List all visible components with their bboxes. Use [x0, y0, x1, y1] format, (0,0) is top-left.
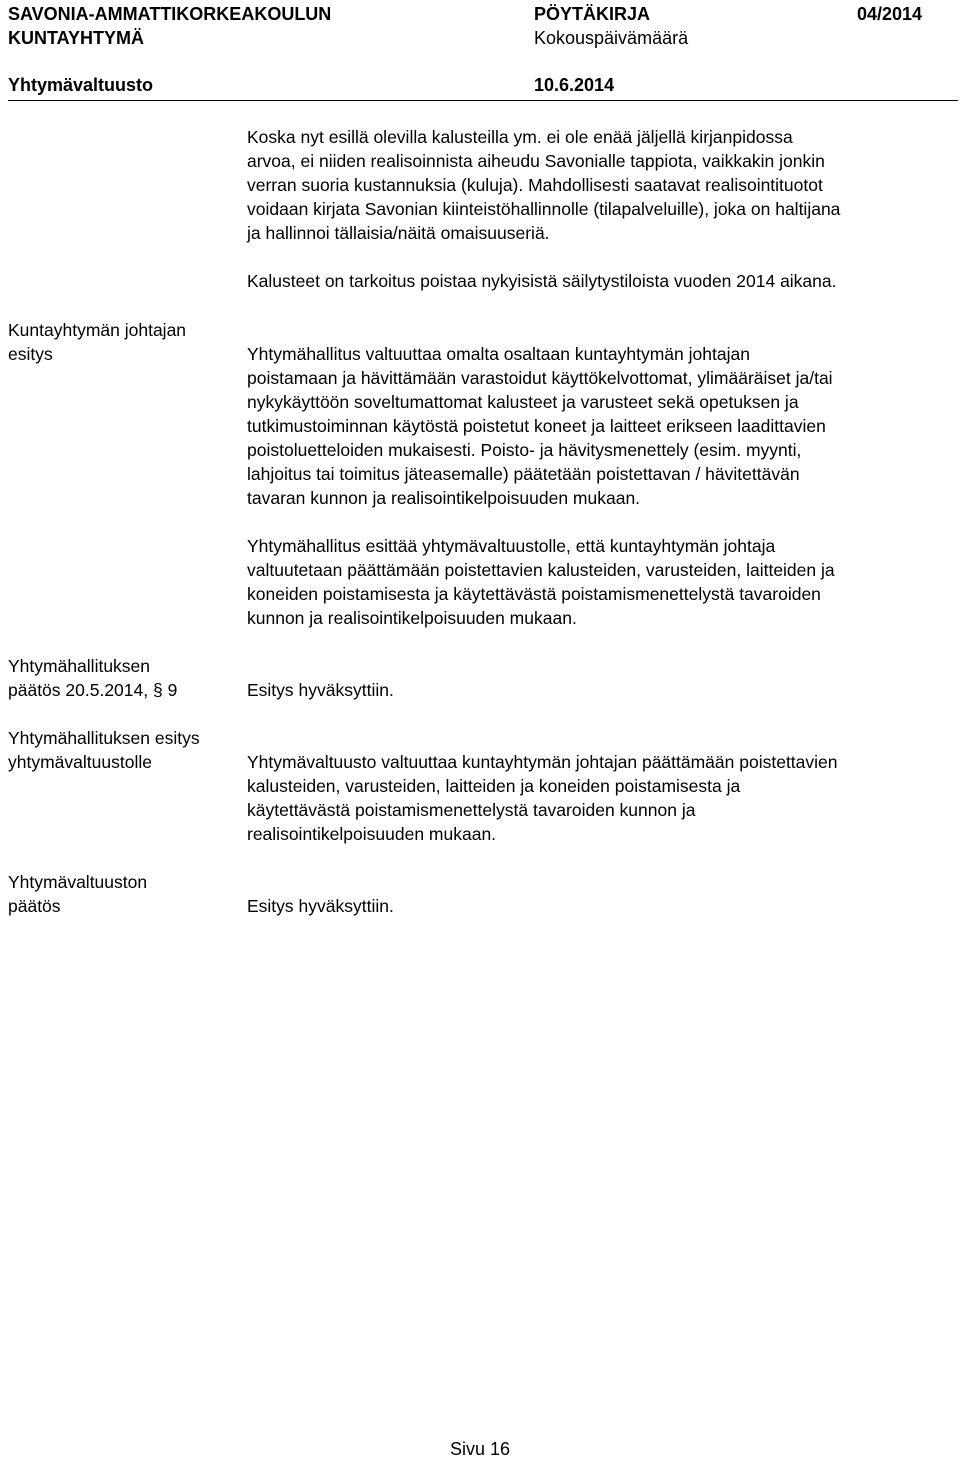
council-decision-text: Esitys hyväksyttiin.: [247, 896, 394, 916]
board-proposal-line: koneiden poistamisesta ja käytettävästä poistamismenettelystä tavaroiden: [247, 584, 821, 604]
board-proposal-line: kunnon ja realisointikelpoisuuden mukaan.: [247, 608, 577, 628]
header-divider: [8, 100, 958, 101]
proposal-line: Yhtymähallitus valtuuttaa omalta osaltaan kuntayhtymän johtajan: [247, 344, 750, 364]
intro-line: verran suoria kustannuksia (kuluja). Mahdollisesti saatavat realisointituotot: [247, 175, 823, 195]
intro-line: Koska nyt esillä olevilla kalusteilla ym. ei ole enää jäljellä kirjanpidossa: [247, 127, 793, 147]
proposal-line: tutkimustoiminnan käytöstä poistetut koneet ja laitteet erikseen laadittavien: [247, 416, 826, 436]
board-decision-label-line: päätös 20.5.2014, § 9: [8, 680, 178, 700]
governing-body: Yhtymävaltuusto: [8, 75, 154, 95]
meeting-date-label: Kokouspäivämäärä: [534, 28, 689, 48]
council-proposal-line: kalusteiden, varusteiden, laitteiden ja koneiden poistamisesta ja: [247, 776, 741, 796]
intro-line: ja hallinnoi tällaisia/näitä omaisuuseriä.: [247, 223, 550, 243]
intro-line: arvoa, ei niiden realisoinnista aiheudu Savonialle tappiota, vaikkakin jonkin: [247, 151, 825, 171]
meeting-date: 10.6.2014: [534, 75, 615, 95]
board-decision-label-line: Yhtymähallituksen: [8, 656, 151, 676]
council-proposal-line: käytettävästä poistamismenettelystä tavaroiden kunnon ja: [247, 800, 696, 820]
proposal-label-line: Kuntayhtymän johtajan: [8, 320, 187, 340]
org-name-line-2: KUNTAYHTYMÄ: [8, 28, 145, 48]
page-number: Sivu 16: [449, 1439, 511, 1459]
removal-note: Kalusteet on tarkoitus poistaa nykyisistä säilytystiloista vuoden 2014 aikana.: [247, 271, 837, 291]
board-proposal-label-line: yhtymävaltuustolle: [8, 752, 152, 772]
board-decision-text: Esitys hyväksyttiin.: [247, 680, 394, 700]
council-decision-label-line: päätös: [8, 896, 61, 916]
board-proposal-line: Yhtymähallitus esittää yhtymävaltuustolle, että kuntayhtymän johtaja: [247, 536, 776, 556]
board-proposal-label-line: Yhtymähallituksen esitys: [8, 728, 200, 748]
document-number: 04/2014: [857, 4, 923, 24]
intro-line: voidaan kirjata Savonian kiinteistöhallinnolle (tilapalveluille), joka on haltijana: [247, 199, 841, 219]
proposal-line: poistoluetteloiden mukaisesti. Poisto- ja hävitysmenettely (esim. myynti,: [247, 440, 802, 460]
council-proposal-line: Yhtymävaltuusto valtuuttaa kuntayhtymän johtajan päättämään poistettavien: [247, 752, 838, 772]
proposal-line: poistamaan ja hävittämään varastoidut käyttökelvottomat, ylimääräiset ja/tai: [247, 368, 833, 388]
proposal-line: nykykäyttöön soveltumattomat kalusteet ja varusteet sekä opetuksen ja: [247, 392, 799, 412]
proposal-line: tavaran kunnon ja realisointikelpoisuuden mukaan.: [247, 488, 641, 508]
council-decision-label-line: Yhtymävaltuuston: [8, 872, 148, 892]
proposal-line: lahjoitus tai toimitus jäteasemalle) päätetään poistettavan / hävitettävän: [247, 464, 800, 484]
proposal-label-line: esitys: [8, 344, 53, 364]
council-proposal-line: realisointikelpoisuuden mukaan.: [247, 824, 497, 844]
org-name-line-1: SAVONIA-AMMATTIKORKEAKOULUN: [8, 4, 332, 24]
board-proposal-line: valtuutetaan päättämään poistettavien kalusteiden, varusteiden, laitteiden ja: [247, 560, 835, 580]
document-type: PÖYTÄKIRJA: [534, 4, 651, 24]
